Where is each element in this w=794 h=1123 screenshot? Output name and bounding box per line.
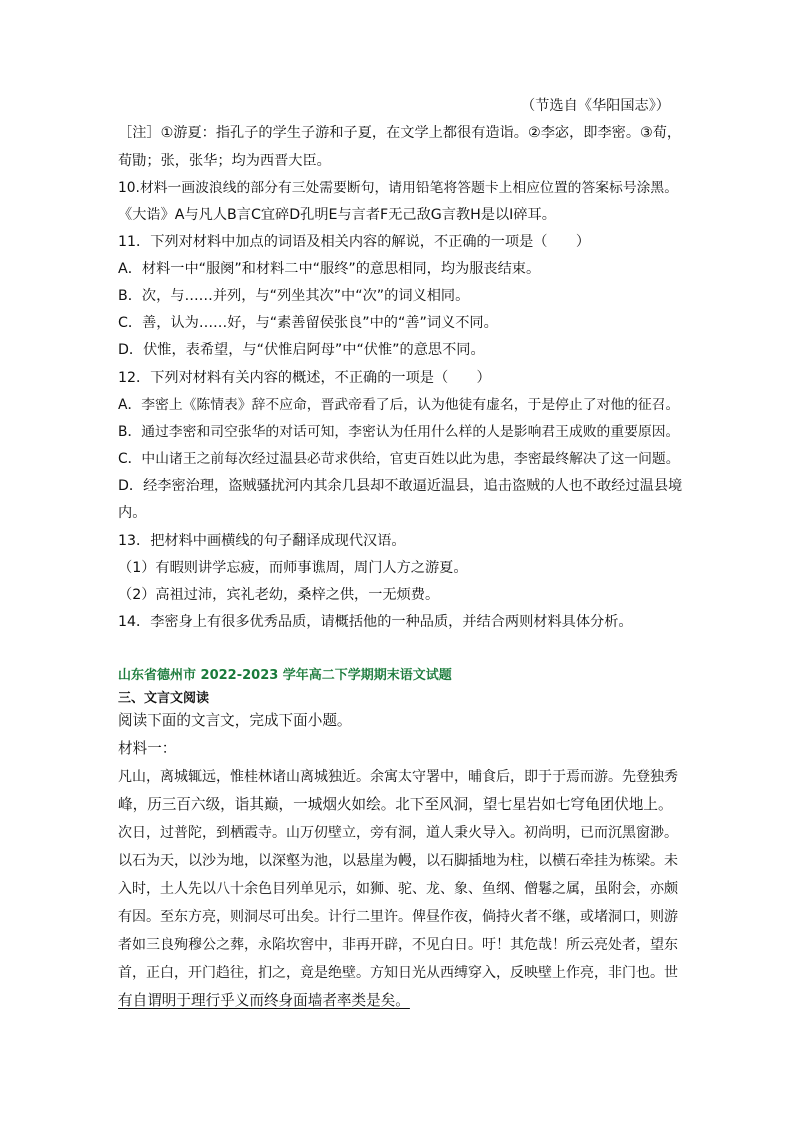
passage-line-4: 以石为天，以沙为地，以深壑为池，以悬崖为幔，以石脚插地为柱，以横石牵挂为栋梁。未 [118, 853, 678, 869]
passage-line-6: 有因。至东方亮，则洞尽可出矣。计行二里许。俾昼作夜，倘持火者不继，或堵洞口，则游 [118, 909, 678, 925]
question-10-text: 《大诰》A与凡人B言C宜碎D孔明E与言者F无己敌G言教H是以I碎耳。 [118, 207, 556, 223]
question-13: 13．把材料中画横线的句子翻译成现代汉语。 [118, 533, 406, 549]
question-12: 12．下列对材料有关内容的概述，不正确的一项是（ ） [118, 370, 491, 386]
exam-section-title: 山东省德州市 2022-2023 学年高二下学期期末语文试题 [118, 668, 452, 683]
question-12-option-c: C．中山诸王之前每次经过温县必苛求供给，官吏百姓以此为患，李密最终解决了这一问题。 [118, 451, 680, 467]
question-12-option-b: B．通过李密和司空张华的对话可知，李密认为任用什么样的人是影响君王成败的重要原因。 [118, 424, 680, 440]
question-13-item-2: （2）高祖过沛，宾礼老幼，桑梓之供，一无烦费。 [118, 587, 440, 603]
question-12-option-a: A．李密上《陈情表》辞不应命，晋武帝看了后，认为他徒有虚名，于是停止了对他的征召。 [118, 397, 680, 413]
passage-line-1: 凡山，离城辄远，惟桂林诸山离城独近。余寓太守署中，晡食后，即于于焉而游。先登独秀 [118, 769, 678, 785]
question-11-option-c: C．善，认为……好，与“素善留侯张良”中的“善”词义不同。 [118, 315, 498, 331]
reading-instruction: 阅读下面的文言文，完成下面小题。 [118, 712, 352, 729]
note-line-2: 荀勖；张，张华；均为西晋大臣。 [118, 153, 331, 169]
question-13-item-1: （1）有暇则讲学忘疲，而师事谯周，周门人方之游夏。 [118, 560, 468, 576]
note-line-1: ［注］①游夏：指孔子的学生子游和子夏，在文学上都很有造诣。②李宓，即李密。③荀， [118, 125, 682, 141]
material-label: 材料一： [118, 740, 177, 757]
question-11: 11．下列对材料中加点的词语及相关内容的解说，不正确的一项是（ ） [118, 234, 591, 250]
passage-line-9-underlined: 有自谓明于理行乎义而终身面墙者率类是矣。 [118, 992, 410, 1009]
passage-line-3: 次日，过普陀，到栖霞寺。山万仞壁立，旁有洞，道人秉火导入。初尚明，已而沉黑窗渺。 [118, 825, 678, 841]
question-11-option-b: B．次，与……并列，与“列坐其次”中“次”的词义相同。 [118, 288, 470, 304]
passage-line-8: 首，正白，开门趋往，扪之，竟是绝壁。方知日光从西缚穿入，反映壁上作亮，非门也。世 [118, 965, 678, 981]
question-12-option-d-cont: 内。 [118, 505, 147, 521]
question-10: 10.材料一画波浪线的部分有三处需要断句，请用铅笔将答题卡上相应位置的答案标号涂黑。 [118, 180, 679, 196]
section-heading: 三、文言文阅读 [118, 691, 210, 706]
passage-line-2: 峰，历三百六级，诣其巅，一城烟火如绘。北下至风洞，望七星岩如七穹龟团伏地上。 [118, 796, 673, 813]
question-14: 14．李密身上有很多优秀品质，请概括他的一种品质，并结合两则材料具体分析。 [118, 614, 633, 630]
question-11-option-d: D．伏惟，表希望，与“伏惟启阿母”中“伏惟”的意思不同。 [118, 342, 485, 358]
question-11-option-a: A．材料一中“服阕”和材料二中“服终”的意思相同，均为服丧结束。 [118, 261, 541, 277]
passage-line-5: 入时，土人先以八十余色目列单见示，如狮、驼、龙、象、鱼纲、僧鬈之属，虽附会，亦颇 [118, 881, 678, 897]
question-12-option-d: D．经李密治理，盗贼骚扰河内其余几县却不敢逼近温县，追击盗贼的人也不敢经过温县境 [118, 478, 683, 494]
source-citation: （节选自《华阳国志》） [521, 98, 670, 114]
passage-line-7: 者如三良殉穆公之葬，永陷坎窖中，非再开辟，不见白日。吁！其危哉！所云亮处者，望东 [118, 937, 678, 953]
